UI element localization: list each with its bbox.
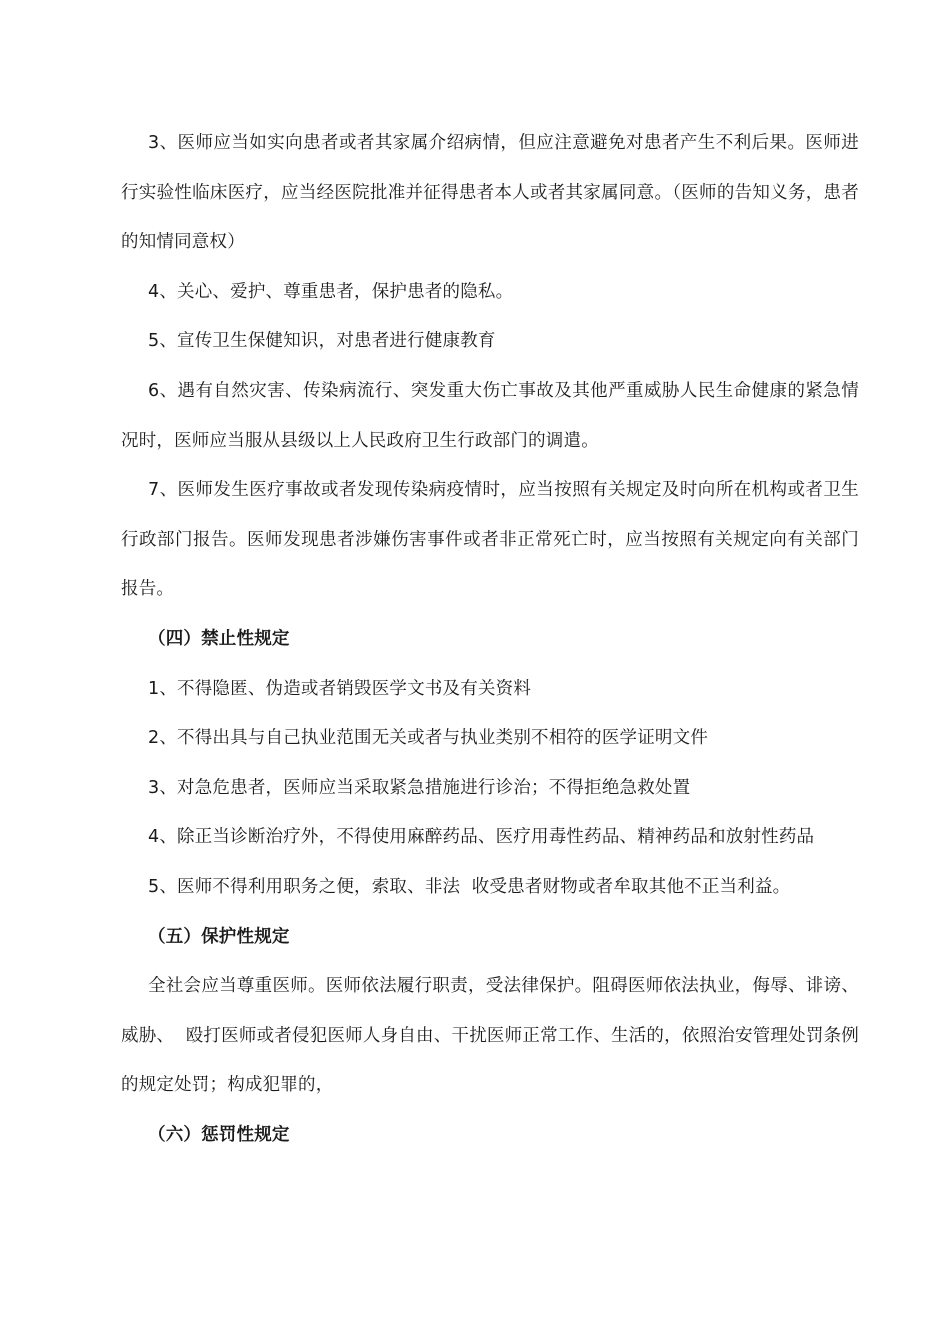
section-heading-punitive: （六）惩罚性规定 xyxy=(148,1124,290,1145)
prohibition-item-4: 4、除正当诊断治疗外，不得使用麻醉药品、医疗用毒性药品、精神药品和放射性药品 xyxy=(148,827,815,848)
paragraph-item-6: 6、遇有自然灾害、传染病流行、突发重大伤亡事故及其他严重威胁人民生命健康的紧急情况时，医师应当服从县级以上人民政府卫生行政部门的调遣。 xyxy=(121,380,859,451)
prohibition-item-5: 5、医师不得利用职务之便，索取、非法 收受患者财物或者牟取其他不正当利益。 xyxy=(148,876,791,897)
section-heading-prohibitive: （四）禁止性规定 xyxy=(148,628,290,649)
prohibition-item-3: 3、对急危患者，医师应当采取紧急措施进行诊治；不得拒绝急救处置 xyxy=(148,777,691,798)
protective-paragraph: 全社会应当尊重医师。医师依法履行职责，受法律保护。阻碍医师依法执业，侮辱、诽谤、威胁、 殴打医师或者侵犯医师人身自由、干扰医师正常工作、生活的，依照治安管理处罚条例的规定处罚；构成犯罪的， xyxy=(121,976,859,1096)
prohibition-item-1: 1、不得隐匿、伪造或者销毁医学文书及有关资料 xyxy=(148,678,532,699)
paragraph-item-5: 5、宣传卫生保健知识，对患者进行健康教育 xyxy=(148,331,496,352)
prohibition-item-2: 2、不得出具与自己执业范围无关或者与执业类别不相符的医学证明文件 xyxy=(148,728,709,749)
paragraph-item-4: 4、关心、爱护、尊重患者，保护患者的隐私。 xyxy=(148,281,514,302)
section-heading-protective: （五）保护性规定 xyxy=(148,926,290,947)
document-body xyxy=(121,119,859,1160)
paragraph-item-3: 3、医师应当如实向患者或者其家属介绍病情，但应注意避免对患者产生不利后果。医师进行实验性临床医疗，应当经医院批准并征得患者本人或者其家属同意。（医师的告知义务，患者的知情同意权） xyxy=(121,133,859,253)
paragraph-item-7: 7、医师发生医疗事故或者发现传染病疫情时，应当按照有关规定及时向所在机构或者卫生行政部门报告。医师发现患者涉嫌伤害事件或者非正常死亡时，应当按照有关规定向有关部门报告。 xyxy=(121,480,859,600)
